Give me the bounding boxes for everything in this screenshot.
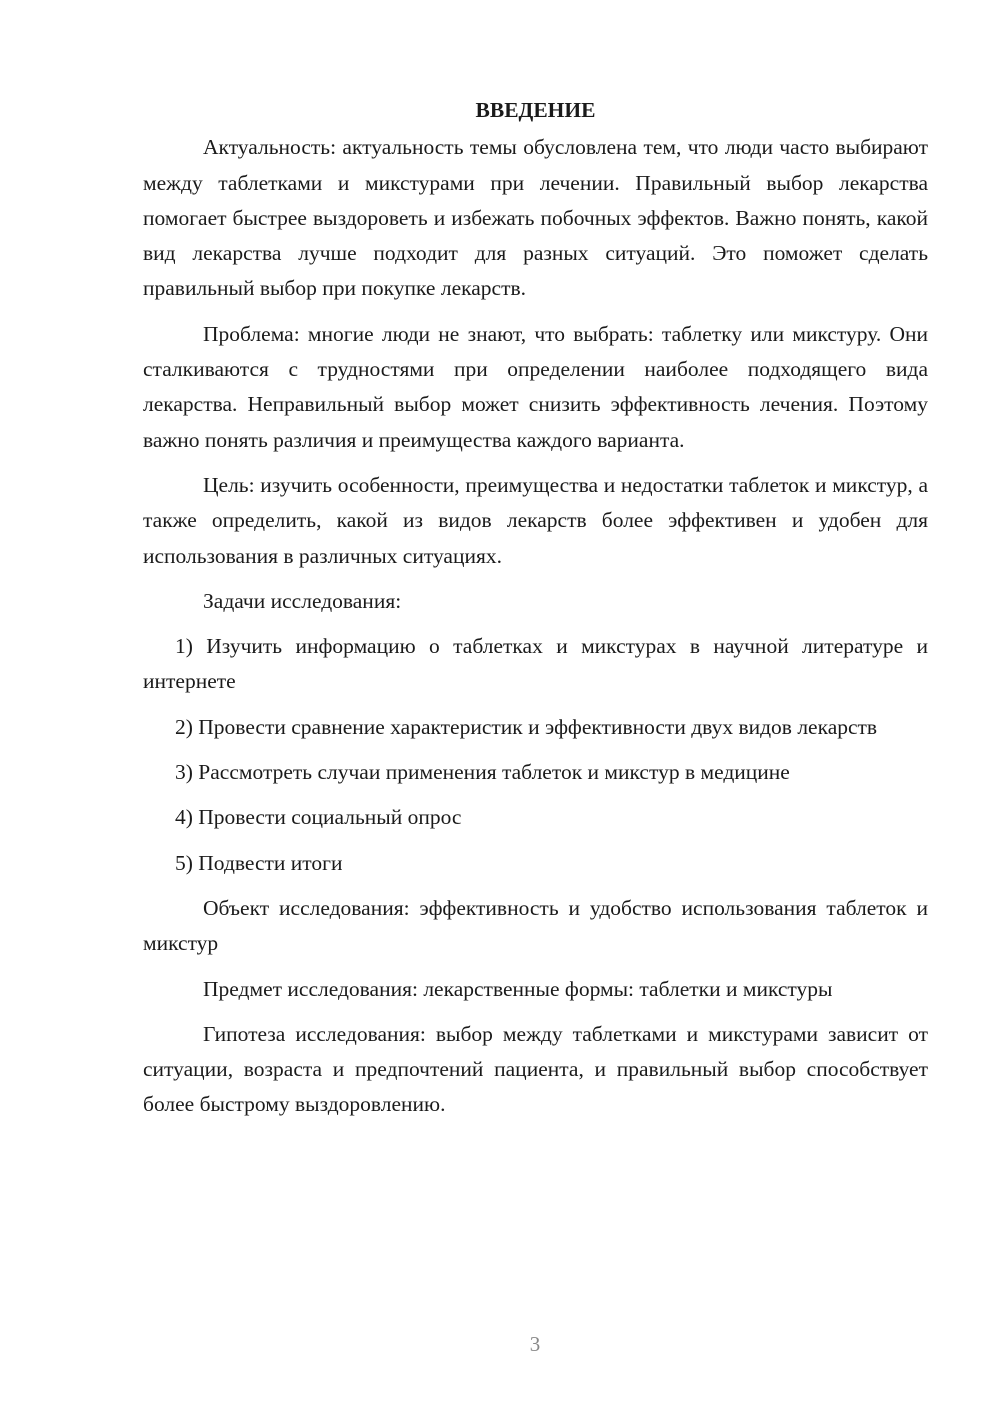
page-number: 3 — [529, 1332, 541, 1356]
document-page — [143, 93, 928, 1123]
tasks-heading: Задачи исследования: — [203, 588, 402, 613]
task-item: 1) Изучить информацию о таблетках и микстурах в научной литературе и интернете — [143, 634, 928, 694]
goal-paragraph: Цель: изучить особенности, преимущества и недостатки таблеток и микстур, а также определить, какой из видов лекарств более эффективен и удобен для использования в различных ситуациях. — [143, 472, 928, 568]
subject-paragraph: Предмет исследования: лекарственные формы: таблетки и микстуры — [203, 976, 833, 1001]
section-heading: ВВЕДЕНИЕ — [475, 98, 596, 122]
hypothesis-paragraph: Гипотеза исследования: выбор между таблетками и микстурами зависит от ситуации, возраста и предпочтений пациента, и правильный выбор способствует более быстрому выздоровлению. — [143, 1021, 928, 1117]
relevance-paragraph: Актуальность: актуальность темы обусловлена тем, что люди часто выбирают между таблетками и микстурами при лечении. Правильный выбор лекарства помогает быстрее выздороветь и избежать побочных эффектов. Важно понять, какой вид лекарства лучше подходит для разных ситуаций. Это поможет сделать правильный выбор при покупке лекарств. — [143, 135, 928, 301]
task-item: 5) Подвести итоги — [175, 850, 343, 875]
task-item: 2) Провести сравнение характеристик и эффективности двух видов лекарств — [175, 714, 878, 739]
object-paragraph: Объект исследования: эффективность и удобство использования таблеток и микстур — [143, 895, 928, 956]
task-item: 4) Провести социальный опрос — [175, 805, 462, 830]
task-item: 3) Рассмотреть случаи применения таблеток и микстур в медицине — [175, 760, 790, 785]
problem-paragraph: Проблема: многие люди не знают, что выбрать: таблетку или микстуру. Они сталкиваются с трудностями при определении наиболее подходящего вида лекарства. Неправильный выбор может снизить эффективность лечения. Поэтому важно понять различия и преимущества каждого варианта. — [143, 321, 928, 452]
